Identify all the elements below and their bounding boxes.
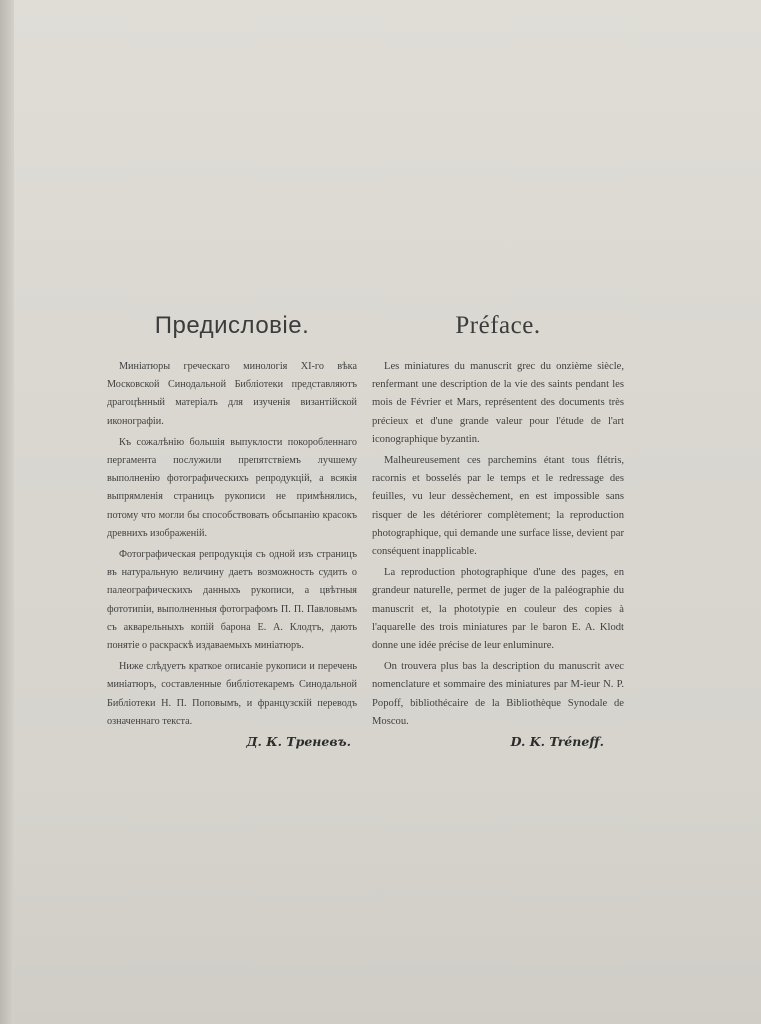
- page-spine-shadow: [0, 0, 14, 1024]
- russian-paragraph-4: Ниже слѣдуетъ краткое описаніе рукописи и перечень миніатюръ, составленные библіотекаремъ Синодальной Библіотеки Н. П. Поповымъ, и французскій переводъ означеннаго текста.: [107, 661, 357, 727]
- french-paragraph-3: La reproduction photographique d'une des pages, en grandeur naturelle, permet de juger de la paléographie du manuscrit et, la phototypie en couleur des copies à l'aquarelle des trois miniatures par le baron E. A. Klodt donne une idée précise de leur enluminure.: [372, 567, 624, 652]
- french-title: Préface.: [455, 312, 541, 339]
- french-paragraph-1: Les miniatures du manuscrit grec du onzième siècle, renfermant une description de la vie des saints pendant les mois de Février et Mars, représentent des documents très précieux et d'une grande valeur pour l'étude de l'art iconographique byzantin.: [372, 361, 624, 445]
- french-signature: D. K. Tréneff.: [510, 734, 604, 750]
- russian-paragraph-2: Къ сожалѣнію большія выпуклости покоробленнаго пергамента послужили препятствіемъ лучшему выполненію фотографическихъ репродукцій, а всякія выпрямленія страницъ рукописи не примѣнялись, потому что могли бы способствовать обсыпанію красокъ древнихъ изображеній.: [107, 436, 357, 539]
- russian-paragraph-3: Фотографическая репродукція съ одной изъ страницъ въ натуральную величину даетъ возможность судить о палеографическихъ данныхъ рукописи, а цвѣтныя фототипіи, выполненныя фотографомъ П. П. Павловымъ съ акварельныхъ копій барона Е. А. Клодтъ, дають понятіе о раскраскѣ издаваемыхъ миніатюръ.: [107, 549, 357, 652]
- french-column: [372, 312, 624, 749]
- french-paragraph-2: Malheureusement ces parchemins étant tous flétris, racornis et bosselés par le temps et le redressage des feuilles, vu leur dessèchement, en est impossible sans risquer de les détériorer complètement; la reproduction photographique, qui demande une surface lisse, devient par conséquent inapplicable.: [372, 455, 624, 558]
- french-paragraph-4: On trouvera plus bas la description du manuscrit avec nomenclature et sommaire des miniatures par M-ieur N. P. Popoff, bibliothécaire de la Bibliothèque Synodale de Moscou.: [372, 661, 624, 727]
- russian-paragraph-1: Миніатюры греческаго минологія XI-го вѣка Московской Синодальной Библіотеки представляютъ драгоцѣнный матеріалъ для изученія византійской иконографіи.: [107, 361, 357, 427]
- russian-title: Предисловіе.: [154, 312, 310, 339]
- russian-signature: Д. К. Треневъ.: [246, 734, 351, 750]
- russian-column: [107, 312, 357, 749]
